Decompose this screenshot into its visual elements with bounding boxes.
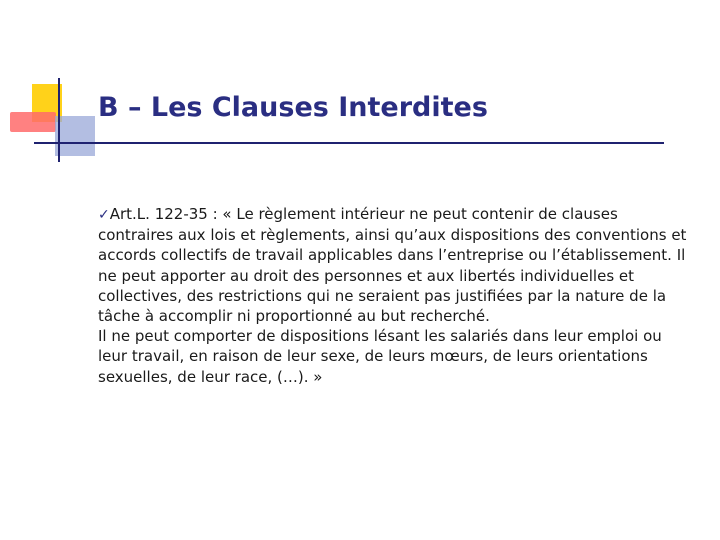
title-underline-rule (34, 142, 664, 144)
blue-square-decoration (55, 116, 95, 156)
article-text: Art.L. 122-35 : « Le règlement intérieur ne peut contenir de clauses contraires aux lois et règlements, ainsi qu’aux dispositions des conventions et accords collectifs de travail applicables dans l’entreprise ou l’établissement. Il ne peut apporter au droit des personnes et aux libertés individuelles et collectives, des restrictions qui ne seraient pas justifiées par la nature de la tâche à accomplir ni proportionné au but recherché. (98, 205, 687, 326)
vertical-rule (58, 78, 60, 162)
article-continuation: Il ne peut comporter de dispositions lésant les salariés dans leur emploi ou leur travail, en raison de leur sexe, de leurs mœurs, de leurs orientations sexuelles, de leur race, (…). » (98, 327, 662, 386)
slide-body (98, 204, 688, 387)
article-paragraph (98, 204, 688, 326)
checkmark-icon: ✓ (98, 207, 110, 223)
corner-ornament (0, 0, 120, 170)
slide-title: B – Les Clauses Interdites (98, 92, 488, 123)
red-bar-decoration (10, 112, 56, 132)
